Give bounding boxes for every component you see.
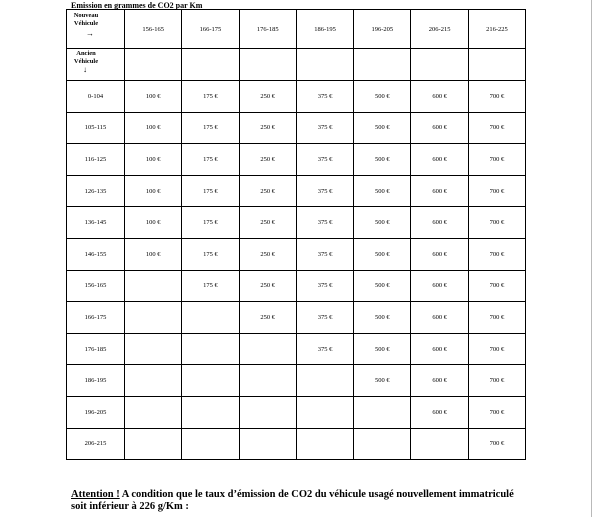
header-row: [67, 10, 526, 49]
value-cell: 500 €: [354, 112, 411, 144]
value-cell: 600 €: [411, 112, 468, 144]
value-cell: 700 €: [468, 396, 525, 428]
value-cell: 500 €: [354, 333, 411, 365]
table-row: [67, 238, 526, 270]
value-cell: 250 €: [239, 144, 296, 176]
value-cell: [411, 428, 468, 460]
value-cell: 600 €: [411, 365, 468, 397]
table-row: [67, 81, 526, 113]
value-cell: 100 €: [125, 144, 182, 176]
column-header: 156-165: [125, 10, 182, 49]
value-cell: 250 €: [239, 207, 296, 239]
value-cell: 700 €: [468, 333, 525, 365]
value-cell: 175 €: [182, 112, 239, 144]
value-cell: 175 €: [182, 207, 239, 239]
value-cell: 600 €: [411, 396, 468, 428]
value-cell: 700 €: [468, 144, 525, 176]
value-cell: 500 €: [354, 238, 411, 270]
value-cell: 500 €: [354, 365, 411, 397]
row-header: 126-135: [67, 175, 125, 207]
value-cell: [125, 396, 182, 428]
value-cell: 600 €: [411, 302, 468, 334]
value-cell: 600 €: [411, 270, 468, 302]
value-cell: 375 €: [296, 238, 353, 270]
column-header: 196-205: [354, 10, 411, 49]
column-header: 186-195: [296, 10, 353, 49]
value-cell: 250 €: [239, 175, 296, 207]
value-cell: 600 €: [411, 175, 468, 207]
value-cell: 175 €: [182, 175, 239, 207]
value-cell: [182, 396, 239, 428]
value-cell: [239, 365, 296, 397]
value-cell: 500 €: [354, 144, 411, 176]
value-cell: 700 €: [468, 270, 525, 302]
value-cell: [125, 333, 182, 365]
value-cell: 100 €: [125, 81, 182, 113]
table-caption: Emission en grammes de CO2 par Km: [71, 1, 203, 10]
value-cell: 250 €: [239, 238, 296, 270]
value-cell: [354, 396, 411, 428]
table-row: [67, 175, 526, 207]
row-header: 105-115: [67, 112, 125, 144]
value-cell: 375 €: [296, 333, 353, 365]
row-header: 0-104: [67, 81, 125, 113]
table-row: [67, 333, 526, 365]
value-cell: 375 €: [296, 81, 353, 113]
table-row: [67, 396, 526, 428]
arrow-right-icon: →: [86, 29, 94, 38]
value-cell: 175 €: [182, 144, 239, 176]
value-cell: 700 €: [468, 365, 525, 397]
column-header: 216-225: [468, 10, 525, 49]
row-header: 116-125: [67, 144, 125, 176]
value-cell: 700 €: [468, 112, 525, 144]
row-header: 176-185: [67, 333, 125, 365]
value-cell: 250 €: [239, 112, 296, 144]
value-cell: 500 €: [354, 81, 411, 113]
row-header: 146-155: [67, 238, 125, 270]
value-cell: [239, 428, 296, 460]
column-header: 206-215: [411, 10, 468, 49]
value-cell: [125, 270, 182, 302]
value-cell: [296, 396, 353, 428]
row-header: 196-205: [67, 396, 125, 428]
old-vehicle-row: [67, 49, 526, 81]
value-cell: 375 €: [296, 144, 353, 176]
value-cell: 100 €: [125, 175, 182, 207]
value-cell: 600 €: [411, 207, 468, 239]
value-cell: 700 €: [468, 81, 525, 113]
attention-note: [71, 489, 531, 513]
value-cell: [182, 302, 239, 334]
value-cell: [182, 428, 239, 460]
new-vehicle-label: Nouveau Véhicule: [73, 12, 99, 27]
table-row: [67, 112, 526, 144]
value-cell: 600 €: [411, 81, 468, 113]
empty-cell: [182, 49, 239, 81]
value-cell: 500 €: [354, 175, 411, 207]
attention-label: Attention !: [71, 489, 120, 500]
value-cell: 500 €: [354, 270, 411, 302]
value-cell: [182, 365, 239, 397]
arrow-down-icon: ↓: [83, 65, 87, 74]
value-cell: [296, 365, 353, 397]
table-row: [67, 365, 526, 397]
value-cell: 700 €: [468, 175, 525, 207]
value-cell: 100 €: [125, 112, 182, 144]
value-cell: 500 €: [354, 302, 411, 334]
value-cell: 175 €: [182, 238, 239, 270]
table-row: [67, 270, 526, 302]
old-vehicle-label: Ancien Véhicule: [73, 50, 99, 65]
table-row: [67, 207, 526, 239]
value-cell: 700 €: [468, 238, 525, 270]
value-cell: [354, 428, 411, 460]
value-cell: [125, 365, 182, 397]
value-cell: 250 €: [239, 81, 296, 113]
row-header: 166-175: [67, 302, 125, 334]
table-row: [67, 302, 526, 334]
value-cell: 100 €: [125, 207, 182, 239]
empty-cell: [125, 49, 182, 81]
value-cell: 375 €: [296, 207, 353, 239]
value-cell: 700 €: [468, 302, 525, 334]
value-cell: 250 €: [239, 270, 296, 302]
column-header: 176-185: [239, 10, 296, 49]
empty-cell: [296, 49, 353, 81]
old-vehicle-cell: [67, 49, 125, 81]
page-edge-divider: [591, 0, 592, 517]
value-cell: 175 €: [182, 81, 239, 113]
value-cell: 100 €: [125, 238, 182, 270]
value-cell: 600 €: [411, 333, 468, 365]
row-header: 136-145: [67, 207, 125, 239]
co2-bonus-table: [66, 9, 526, 460]
value-cell: 600 €: [411, 144, 468, 176]
table-row: [67, 428, 526, 460]
value-cell: 375 €: [296, 112, 353, 144]
table-row: [67, 144, 526, 176]
value-cell: [182, 333, 239, 365]
value-cell: [296, 428, 353, 460]
value-cell: 250 €: [239, 302, 296, 334]
value-cell: 375 €: [296, 175, 353, 207]
value-cell: 700 €: [468, 207, 525, 239]
value-cell: [125, 302, 182, 334]
row-header: 156-165: [67, 270, 125, 302]
value-cell: 500 €: [354, 207, 411, 239]
value-cell: [239, 396, 296, 428]
table-body: [67, 81, 526, 460]
row-header: 186-195: [67, 365, 125, 397]
value-cell: 600 €: [411, 238, 468, 270]
corner-cell: [67, 10, 125, 49]
value-cell: 375 €: [296, 302, 353, 334]
empty-cell: [411, 49, 468, 81]
column-header: 166-175: [182, 10, 239, 49]
value-cell: 700 €: [468, 428, 525, 460]
row-header: 206-215: [67, 428, 125, 460]
value-cell: [125, 428, 182, 460]
empty-cell: [468, 49, 525, 81]
empty-cell: [239, 49, 296, 81]
value-cell: [239, 333, 296, 365]
value-cell: 375 €: [296, 270, 353, 302]
attention-text: A condition que le taux d’émission de CO2 du véhicule usagé nouvellement immatriculé soit inférieur à 226 g/Km :: [71, 489, 514, 512]
empty-cell: [354, 49, 411, 81]
value-cell: 175 €: [182, 270, 239, 302]
